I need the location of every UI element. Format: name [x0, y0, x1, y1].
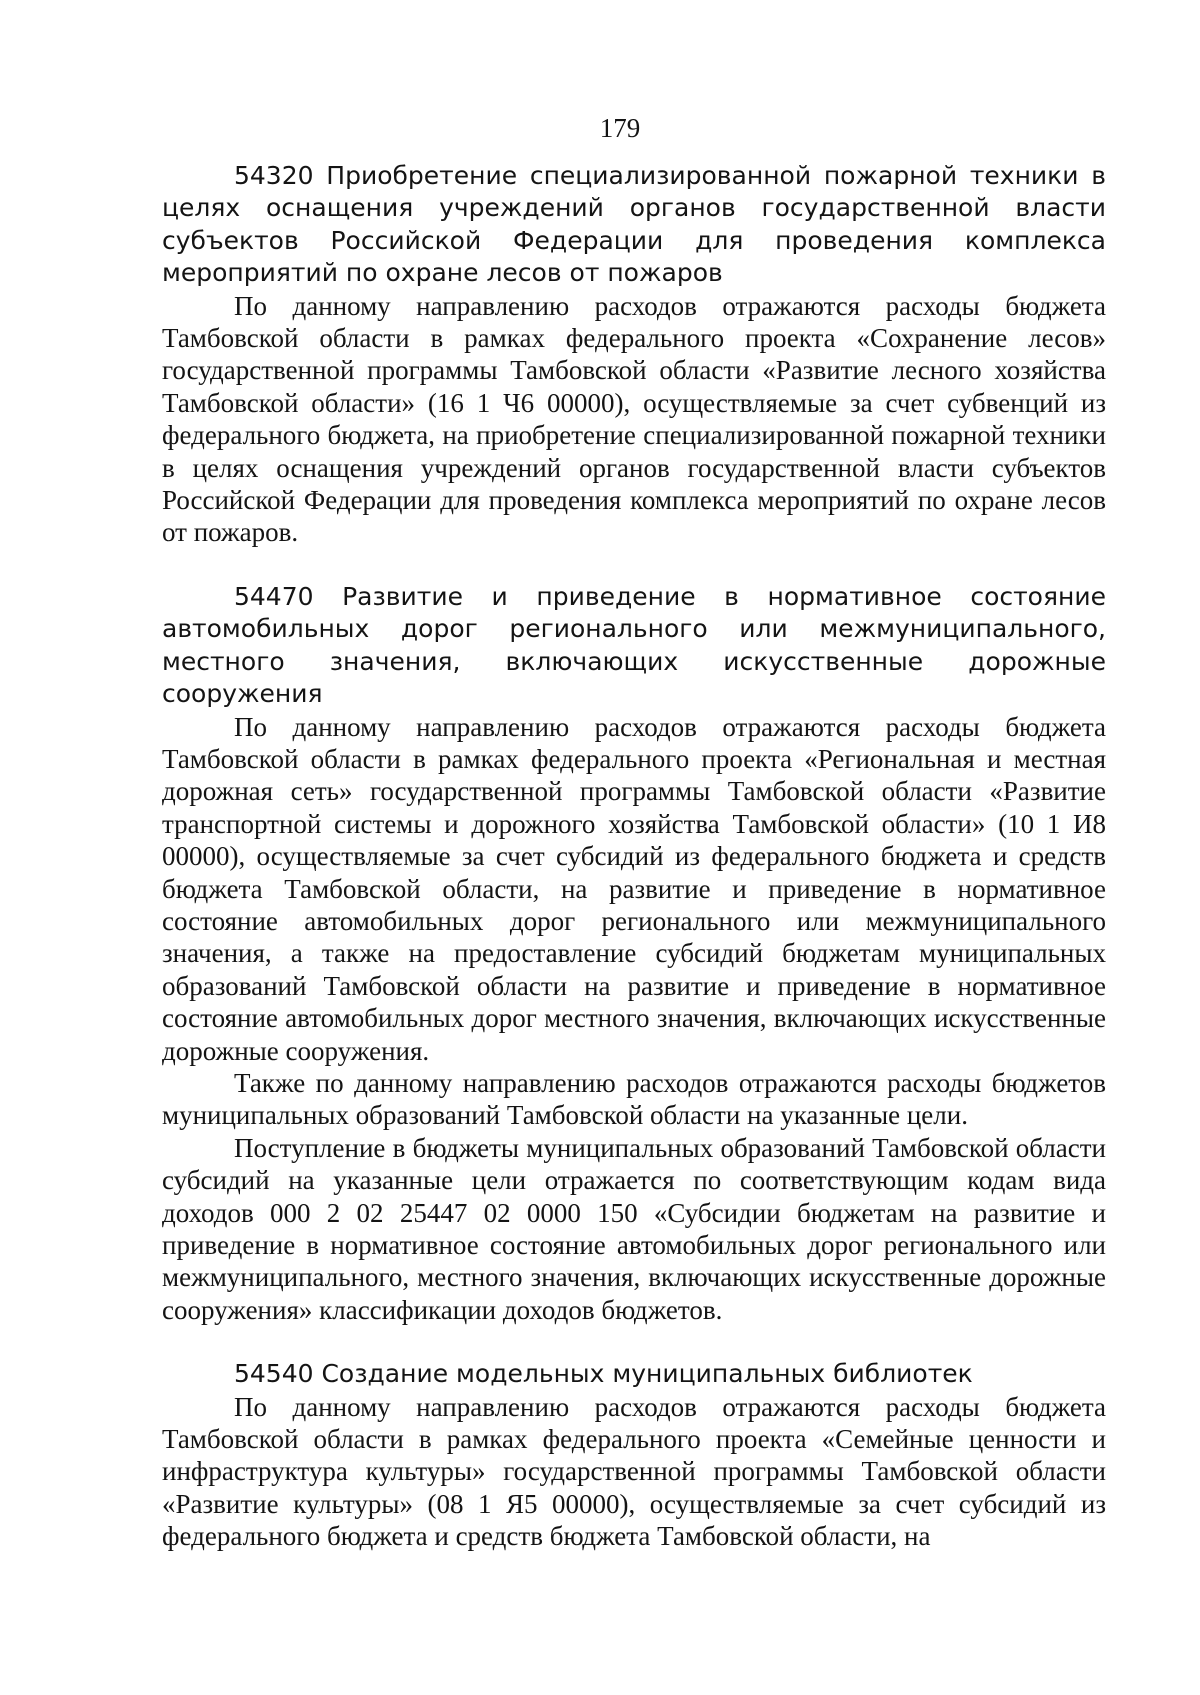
- section-paragraph: По данному направлению расходов отражаются расходы бюджета Тамбовской области в рамках федерального проекта «Сохранение лесов» государственной программы Тамбовской области «Развитие лесного хозяйства Тамбовской области» (16 1 Ч6 00000), осуществляемые за счет субвенций из федерального бюджета, на приобретение специализированной пожарной техники в целях оснащения учреждений органов государственной власти субъектов Российской Федерации для проведения комплекса мероприятий по охране лесов от пожаров.: [162, 290, 1106, 548]
- section-paragraph: По данному направлению расходов отражаются расходы бюджета Тамбовской области в рамках федерального проекта «Региональная и местная дорожная сеть» государственной программы Тамбовской области «Развитие транспортной системы и дорожного хозяйства Тамбовской области» (10 1 И8 00000), осуществляемые за счет субсидий из федерального бюджета и средств бюджета Тамбовской области, на развитие и приведение в нормативное состояние автомобильных дорог регионального или межмуниципального значения, а также на предоставление субсидий бюджетам муниципальных образований Тамбовской области на развитие и приведение в нормативное состояние автомобильных дорог местного значения, включающих искусственные дорожные сооружения.: [162, 711, 1106, 1066]
- section-heading: 54540 Создание модельных муниципальных библиотек: [234, 1359, 973, 1389]
- section-paragraph: Также по данному направлению расходов отражаются расходы бюджетов муниципальных образований Тамбовской области на указанные цели.: [162, 1067, 1106, 1131]
- section-heading: 54320 Приобретение специализированной пожарной техники в целях оснащения учреждений органов государственной власти субъектов Российской Федерации для проведения комплекса мероприятий по охране лесов от пожаров: [162, 161, 1106, 288]
- section-spacer: [162, 549, 1106, 581]
- section-54320: [162, 160, 1106, 549]
- section-spacer: [162, 1326, 1106, 1358]
- section-54470: [162, 581, 1106, 1326]
- section-heading: 54470 Развитие и приведение в нормативное состояние автомобильных дорог регионального или межмуниципального, местного значения, включающих искусственные дорожные сооружения: [162, 581, 1106, 709]
- section-paragraph: По данному направлению расходов отражаются расходы бюджета Тамбовской области в рамках федерального проекта «Семейные ценности и инфраструктура культуры» государственной программы Тамбовской области «Развитие культуры» (08 1 Я5 00000), осуществляемые за счет субсидий из федерального бюджета и средств бюджета Тамбовской области, на: [162, 1391, 1106, 1552]
- document-body: [162, 160, 1106, 1553]
- section-paragraph: Поступление в бюджеты муниципальных образований Тамбовской области субсидий на указанные цели отражается по соответствующим кодам вида доходов 000 2 02 25447 02 0000 150 «Субсидии бюджетам на развитие и приведение в нормативное состояние автомобильных дорог регионального или межмуниципального, местного значения, включающих искусственные дорожные сооружения» классификации доходов бюджетов.: [162, 1132, 1106, 1325]
- page-number: 179: [599, 113, 641, 143]
- section-54540: [162, 1358, 1106, 1552]
